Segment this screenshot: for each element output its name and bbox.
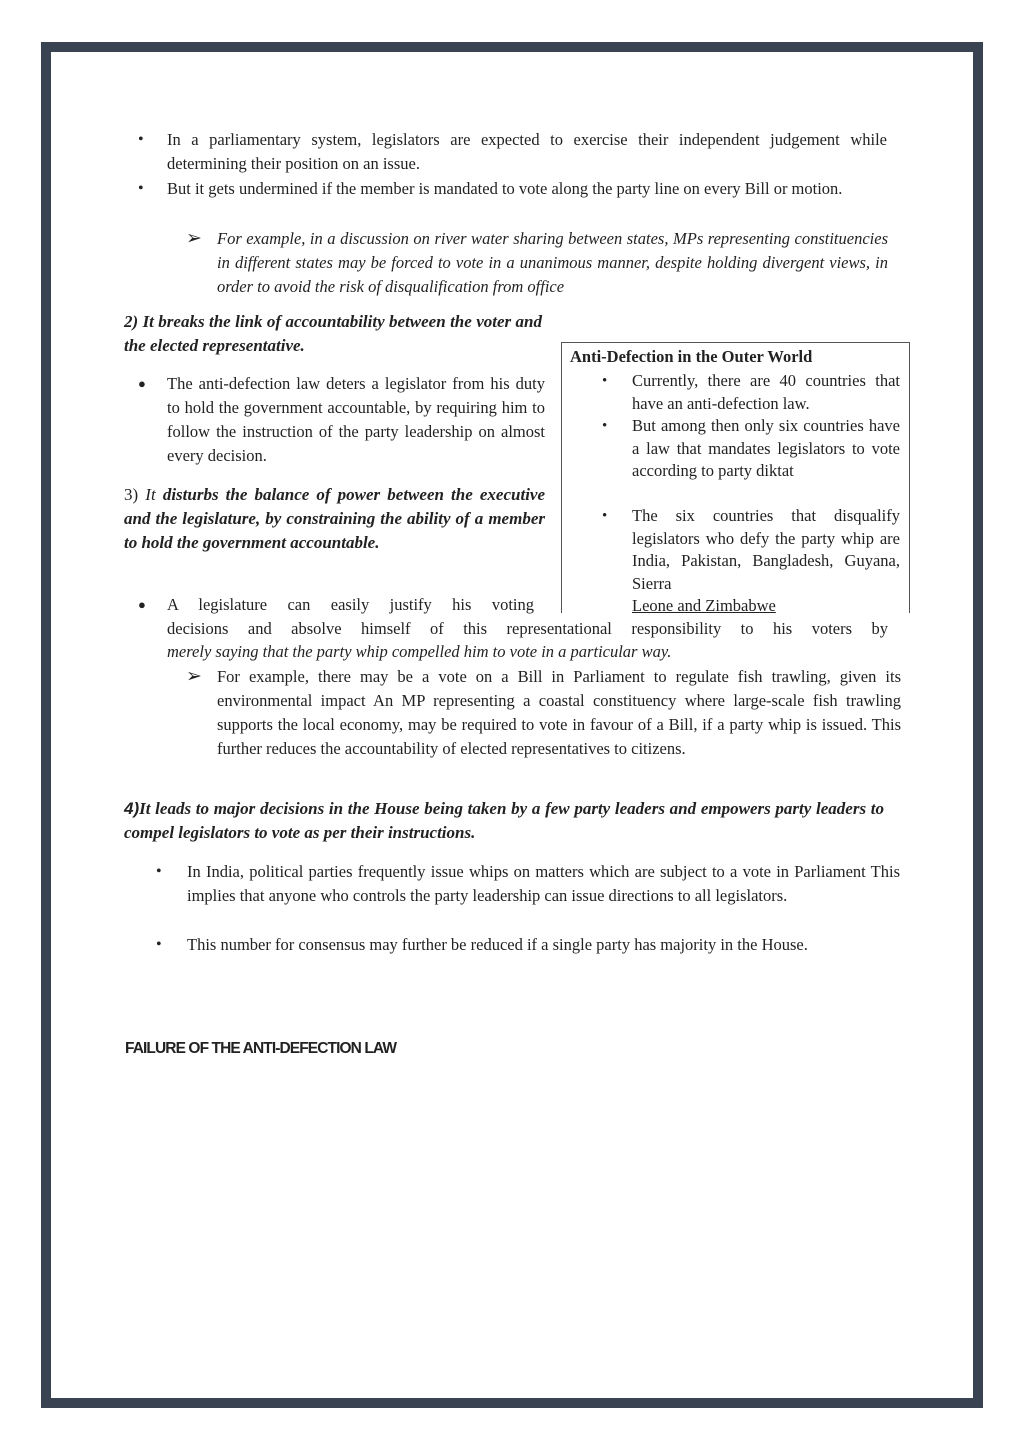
sidebox-item-continued: Leone and Zimbabwe — [632, 596, 776, 615]
bullet-mark: • — [602, 508, 608, 524]
point-4-number: 4) — [124, 799, 140, 818]
bullet-mark: • — [156, 936, 162, 953]
arrow-bullet-icon: ➢ — [186, 666, 202, 687]
bullet-text: In India, political parties frequently issue whips on matters which are subject to a vote in Parliament This implies that anyone who controls the party leadership can issue directions to all legislators. — [187, 862, 900, 905]
point-4-heading-text: It leads to major decisions in the House being taken by a few party leaders and empowers party leaders to compel legislators to vote as per their instructions. — [124, 799, 884, 842]
bullet-text: But it gets undermined if the member is mandated to vote along the party line on every Bill or motion. — [167, 179, 843, 198]
bullet-mark: • — [138, 180, 144, 197]
bullet-text-line: decisions and absolve himself of this representational responsibility to his voters by — [167, 619, 888, 638]
bullet-mark: • — [602, 373, 608, 389]
sidebox-item: Currently, there are 40 countries that have an anti-defection law. — [632, 371, 900, 413]
section-heading: FAILURE OF THE ANTI-DEFECTION LAW — [125, 1040, 397, 1057]
bullet-text: In a parliamentary system, legislators are expected to exercise their independent judgement while determining their position on an issue. — [167, 130, 887, 173]
arrow-bullet-icon: ➢ — [186, 228, 202, 249]
round-bullet-mark: ● — [138, 376, 146, 391]
sidebox-title: Anti-Defection in the Outer World — [570, 347, 813, 366]
bullet-mark: • — [138, 131, 144, 148]
bullet-mark: • — [156, 863, 162, 880]
point-3-heading — [124, 483, 545, 555]
example-text: For example, there may be a vote on a Bill in Parliament to regulate fish trawling, given its environmental impact An MP representing a coastal constituency where large-scale fish trawling supports the local economy, may be required to vote in favour of a Bill, if a party whip is issued. This further reduces the accountability of elected representatives to citizens. — [217, 667, 901, 758]
bullet-mark: • — [602, 418, 608, 434]
round-bullet-mark: ● — [138, 597, 146, 612]
bullet-text-line: merely saying that the party whip compelled him to vote in a particular way. — [167, 642, 672, 661]
point-2-heading: 2) It breaks the link of accountability between the voter and the elected representative. — [124, 312, 542, 355]
point-4-heading — [124, 797, 884, 845]
point-3-lead: It — [145, 485, 156, 504]
sidebox-item: The six countries that disqualify legislators who defy the party whip are India, Pakistan, Bangladesh, Guyana, Sierra — [632, 506, 900, 593]
point-3-number: 3) — [124, 485, 139, 504]
bullet-text-line: A legislature can easily justify his voting — [167, 595, 534, 614]
example-text: For example, in a discussion on river water sharing between states, MPs representing constituencies in different states may be forced to vote in a unanimous manner, despite holding divergent views, in order to avoid the risk of disqualification from office — [217, 229, 888, 296]
anti-defection-sidebox — [561, 342, 910, 613]
sidebox-item: But among then only six countries have a law that mandates legislators to vote according to party diktat — [632, 416, 900, 480]
bullet-text: This number for consensus may further be reduced if a single party has majority in the House. — [187, 935, 808, 954]
point-3-heading-text: disturbs the balance of power between the executive and the legislature, by constraining the ability of a member to hold the government accountable. — [124, 485, 546, 552]
bullet-text: The anti-defection law deters a legislator from his duty to hold the government accountable, by requiring him to follow the instruction of the party leadership on almost every decision. — [167, 374, 545, 465]
